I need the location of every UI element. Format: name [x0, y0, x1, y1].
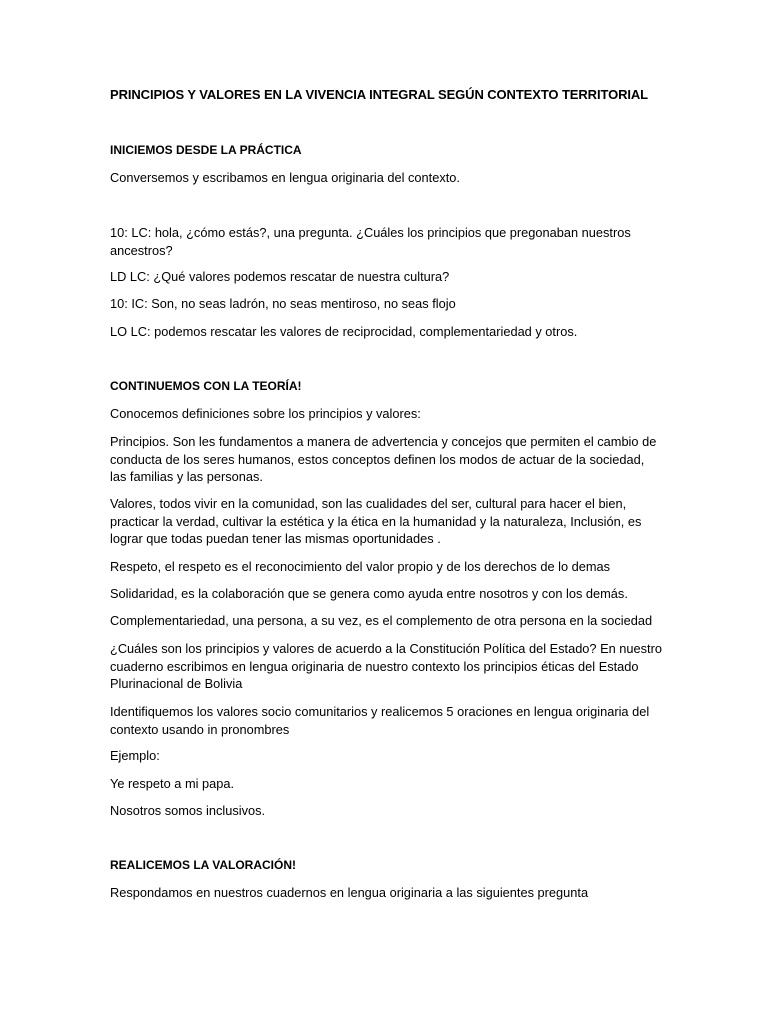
paragraph-identifiquemos: Identifiquemos los valores socio comunitarios y realicemos 5 oraciones en lengua originaria del contexto usando in pronombres [110, 704, 650, 737]
paragraph-constitucion: ¿Cuáles son los principios y valores de acuerdo a la Constitución Política del Estado? En nuestro cuaderno escribimos en lengua originaria de nuestro contexto los principios éticas del Estado Plurinacional de Bolivia [110, 641, 662, 691]
section-heading-practica: INICIEMOS DESDE LA PRÁCTICA [110, 143, 302, 157]
dialogue-line: 10: IC: Son, no seas ladrón, no seas mentiroso, no seas flojo [110, 296, 456, 311]
paragraph: Conocemos definiciones sobre los principios y valores: [110, 406, 421, 421]
paragraph-solidaridad: Solidaridad, es la colaboración que se genera como ayuda entre nosotros y con los demás. [110, 586, 628, 601]
dialogue-line: 10: LC: hola, ¿cómo estás?, una pregunta. ¿Cuáles los principios que pregonaban nuestros ancestros? [110, 225, 631, 258]
paragraph-example: Ye respeto a mi papa. [110, 776, 235, 791]
paragraph-respondamos: Respondamos en nuestros cuadernos en lengua originaria a las siguientes pregunta [110, 885, 589, 900]
paragraph-ejemplo-label: Ejemplo: [110, 748, 160, 763]
dialogue-line: LO LC: podemos rescatar les valores de reciprocidad, complementariedad y otros. [110, 324, 578, 339]
paragraph-example: Nosotros somos inclusivos. [110, 803, 266, 818]
dialogue-line: LD LC: ¿Qué valores podemos rescatar de nuestra cultura? [110, 269, 450, 284]
document-title: PRINCIPIOS Y VALORES EN LA VIVENCIA INTEGRAL SEGÚN CONTEXTO TERRITORIAL [110, 87, 649, 102]
paragraph-valores: Valores, todos vivir en la comunidad, son las cualidades del ser, cultural para hacer el bien, practicar la verdad, cultivar la estética y la ética en la humanidad y la naturaleza, Inclusión, es lograr que todas puedan tener las mismas oportunidades . [110, 496, 642, 546]
paragraph-complementariedad: Complementariedad, una persona, a su vez, es el complemento de otra persona en la sociedad [110, 613, 653, 628]
paragraph-principios: Principios. Son les fundamentos a manera de advertencia y concejos que permiten el cambio de conducta de los seres humanos, estos conceptos definen los modos de actuar de la sociedad, las familias y las personas. [110, 434, 657, 484]
paragraph-intro: Conversemos y escribamos en lengua originaria del contexto. [110, 170, 460, 185]
paragraph-respeto: Respeto, el respeto es el reconocimiento del valor propio y de los derechos de lo demas [110, 559, 611, 574]
section-heading-teoria: CONTINUEMOS CON LA TEORÍA! [110, 379, 302, 393]
section-heading-valoracion: REALICEMOS LA VALORACIÓN! [110, 858, 296, 872]
